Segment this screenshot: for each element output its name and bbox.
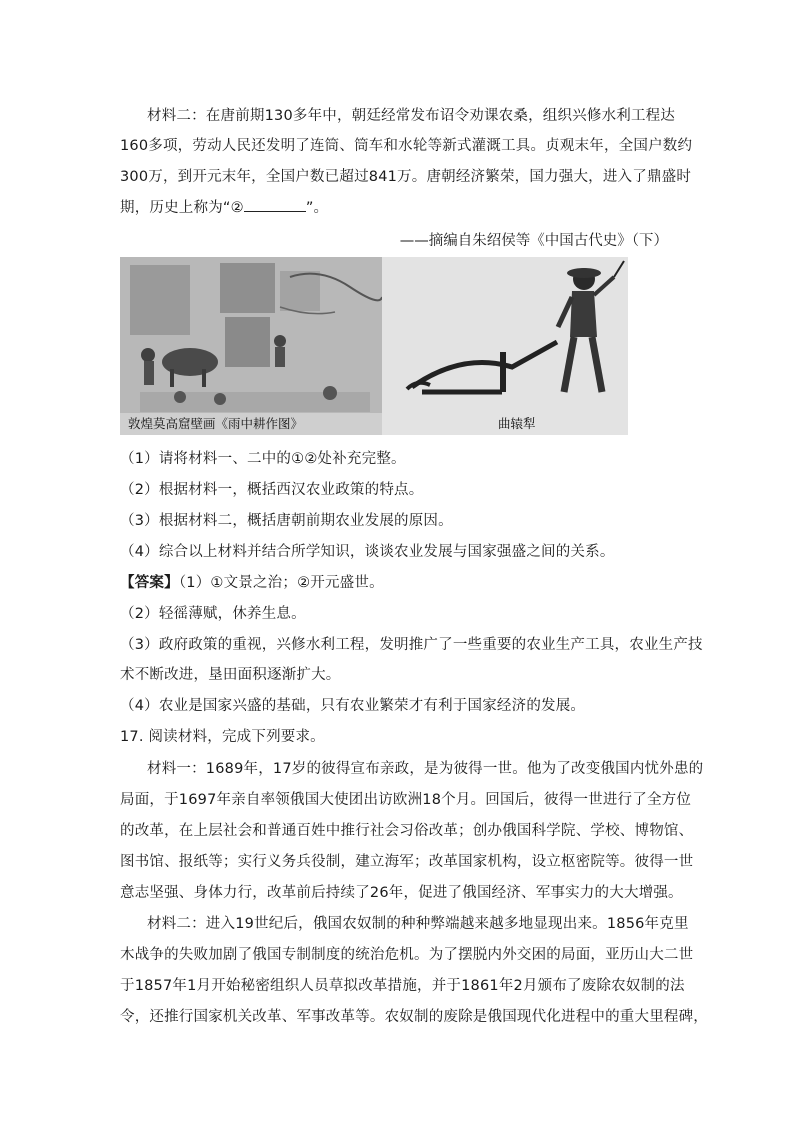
material2-line3: 300万，到开元末年，全国户数已超过841万。唐朝经济繁荣，国力强大，进入了鼎盛时	[120, 169, 692, 185]
q17-material1-line1: 材料一：1689年，17岁的彼得宣布亲政，是为彼得一世。他为了改变俄国内忧外患的	[147, 761, 704, 777]
question-4: （4）综合以上材料并结合所学知识，谈谈农业发展与国家强盛之间的关系。	[120, 544, 615, 560]
material2-line4-prefix: 期，历史上称为“②	[120, 200, 244, 216]
answer-tag: 【答案】	[120, 575, 179, 591]
q17-material2-line2: 木战争的失败加剧了俄国专制制度的统治危机。为了摆脱内外交困的局面，亚历山大二世	[120, 947, 694, 963]
q17-material1-line2: 局面，于1697年亲自率领俄国大使团出访欧洲18个月。回国后，彼得一世进行了全方位	[120, 792, 692, 808]
q17-material2-line3: 于1857年1月开始秘密组织人员草拟改革措施，并于1861年2月颁布了废除农奴制的法	[120, 978, 685, 994]
answer-4: （4）农业是国家兴盛的基础，只有农业繁荣才有利于国家经济的发展。	[120, 698, 586, 714]
q17-material1-line5: 意志坚强、身体力行，改革前后持续了26年，促进了俄国经济、军事实力的大大增强。	[120, 885, 683, 901]
question-2: （2）根据材料一，概括西汉农业政策的特点。	[120, 482, 424, 498]
q17-material2-line4: 令，还推行国家机关改革、军事改革等。农奴制的废除是俄国现代化进程中的重大里程碑，	[120, 1009, 708, 1025]
answer-3-line1: （3）政府政策的重视，兴修水利工程，发明推广了一些重要的农业生产工具，农业生产技	[120, 637, 703, 653]
material2-line2: 160多项，劳动人民还发明了连筒、筒车和水轮等新式灌溉工具。贞观末年，全国户数约	[120, 138, 693, 154]
plow-drawing	[382, 257, 628, 435]
q17-material1-line4: 图书馆、报纸等；实行义务兵役制，建立海军；改革国家机构，设立枢密院等。彼得一世	[120, 854, 694, 870]
q17-title: 17. 阅读材料，完成下列要求。	[120, 729, 325, 745]
plow-caption: 曲辕犁	[498, 416, 536, 431]
q17-material2-line1: 材料二：进入19世纪后，俄国农奴制的种种弊端越来越多地显现出来。1856年克里	[147, 916, 689, 932]
plow-image	[382, 257, 628, 435]
answer-blank	[244, 199, 306, 212]
material2-source: ——摘编自朱绍侯等《中国古代史》（下）	[399, 233, 668, 249]
answer-2: （2）轻徭薄赋，休养生息。	[120, 606, 306, 622]
question-3: （3）根据材料二，概括唐朝前期农业发展的原因。	[120, 513, 453, 529]
answer-3-line2: 术不断改进，垦田面积逐渐扩大。	[120, 667, 341, 683]
figure-illustrations	[120, 257, 628, 435]
answer-1: （1）①文景之治；②开元盛世。	[178, 575, 384, 591]
material2-line4	[120, 196, 328, 217]
mural-image	[120, 257, 382, 435]
answer-line-1	[120, 571, 384, 592]
material2-line4-suffix: ”。	[305, 200, 329, 216]
material2-line1: 材料二：在唐前期130多年中，朝廷经常发布诏令劝课农桑，组织兴修水利工程达	[147, 108, 676, 124]
mural-caption: 敦煌莫高窟壁画《雨中耕作图》	[128, 416, 304, 431]
question-1: （1）请将材料一、二中的①②处补充完整。	[120, 451, 406, 467]
q17-material1-line3: 的改革，在上层社会和普通百姓中推行社会习俗改革；创办俄国科学院、学校、博物馆、	[120, 823, 694, 839]
mural-drawing	[120, 257, 382, 435]
